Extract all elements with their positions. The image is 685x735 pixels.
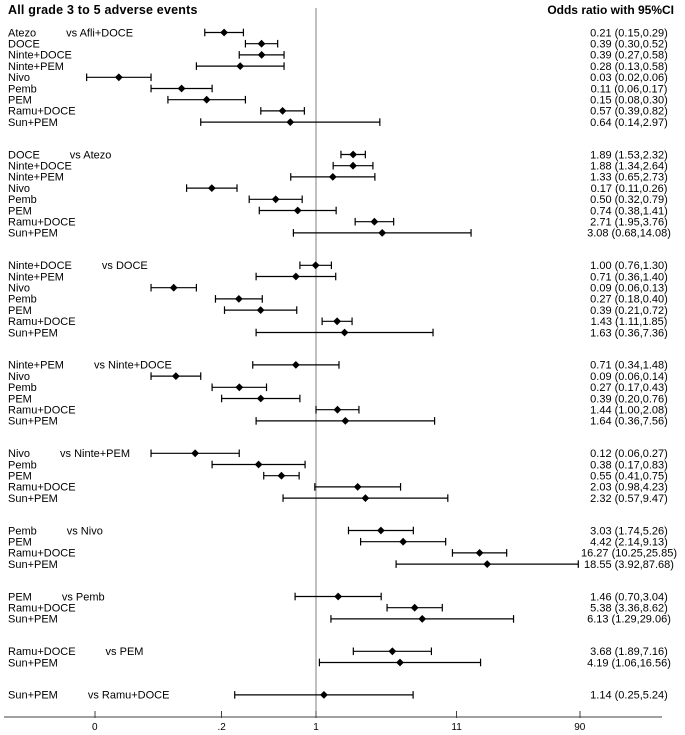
forest-row — [8, 548, 677, 560]
treatment-name: Ramu+DOCE — [8, 404, 76, 417]
or-diamond — [257, 306, 265, 314]
or-diamond — [377, 527, 385, 535]
forest-row — [8, 260, 668, 272]
or-value-label: 0.17 (0.11,0.26) — [590, 182, 668, 195]
forest-row — [8, 591, 668, 603]
treatment-label — [8, 657, 58, 669]
forest-row — [8, 405, 668, 417]
or-value-label: 1.88 (1.34,2.64) — [590, 160, 668, 173]
treatment-label — [8, 61, 64, 73]
treatment-label — [8, 95, 32, 107]
or-value-label: 1.43 (1.11,1.85) — [590, 316, 668, 329]
forest-row — [8, 482, 668, 494]
or-value-label: 1.64 (0.36,7.56) — [590, 415, 668, 428]
or-value-label: 0.74 (0.38,1.41) — [590, 205, 668, 218]
or-diamond — [334, 593, 342, 601]
odds-ratio-column-header: Odds ratio with 95%CI — [547, 3, 674, 17]
treatment-name: Ninte+PEM — [8, 171, 64, 184]
treatment-name: Sun+PEM — [8, 689, 58, 702]
comparison-label: vs Atezo — [69, 149, 112, 162]
treatment-name: Atezo — [8, 27, 37, 40]
treatment-name: Ramu+DOCE — [8, 547, 76, 560]
or-value-label: 0.03 (0.02,0.06) — [590, 72, 668, 85]
or-diamond — [320, 691, 328, 699]
or-diamond — [115, 73, 123, 81]
or-value-label: 18.55 (3.92,87.68) — [584, 558, 674, 571]
treatment-label — [8, 205, 32, 217]
treatment-name: Ninte+PEM — [8, 60, 64, 73]
or-diamond — [292, 361, 300, 369]
treatment-name: PEM — [8, 536, 32, 549]
treatment-name: PEM — [8, 205, 32, 218]
x-tick-label: 11 — [451, 722, 462, 733]
x-tick-label: 1 — [313, 722, 319, 733]
forest-row — [8, 39, 668, 51]
treatment-name: Ramu+DOCE — [8, 602, 76, 615]
forest-row — [8, 271, 668, 283]
forest-row — [8, 603, 668, 615]
treatment-name: Ramu+DOCE — [8, 481, 76, 494]
forest-row — [8, 459, 668, 471]
treatment-label — [8, 548, 76, 560]
treatment-name: Sun+PEM — [8, 227, 58, 240]
or-value-label: 0.11 (0.06,0.17) — [590, 83, 668, 96]
forest-row — [8, 27, 668, 39]
comparison-label: vs Ninte+PEM — [60, 448, 131, 461]
forest-row — [8, 316, 667, 328]
treatment-name: Pemb — [8, 459, 37, 472]
or-diamond — [388, 647, 396, 655]
or-value-label: 0.09 (0.06,0.14) — [590, 370, 668, 383]
or-diamond — [399, 538, 407, 546]
forest-row — [8, 646, 668, 658]
treatment-label — [8, 39, 40, 51]
or-diamond — [235, 383, 243, 391]
forest-row — [8, 537, 668, 549]
or-diamond — [329, 173, 337, 181]
or-diamond — [334, 406, 342, 414]
x-tick-label: .2 — [217, 722, 226, 733]
forest-row — [8, 305, 668, 317]
or-value-label: 2.03 (0.98,4.23) — [590, 481, 668, 494]
or-diamond — [172, 372, 180, 380]
treatment-label — [8, 360, 172, 372]
or-value-label: 1.14 (0.25,5.24) — [590, 689, 668, 702]
treatment-label — [8, 603, 76, 615]
forest-row — [8, 194, 668, 206]
or-value-label: 16.27 (10.25,25.85) — [580, 547, 678, 560]
chart-title: All grade 3 to 5 adverse events — [8, 3, 198, 17]
forest-row — [8, 493, 668, 505]
treatment-label — [8, 591, 105, 603]
or-diamond — [411, 604, 419, 612]
forest-row — [8, 393, 668, 405]
or-value-label: 1.44 (1.00,2.08) — [590, 404, 668, 417]
forest-row — [8, 382, 668, 394]
treatment-name: Nivo — [8, 282, 31, 295]
treatment-name: Nivo — [8, 72, 31, 85]
or-value-label: 0.39 (0.21,0.72) — [590, 304, 668, 317]
or-value-label: 0.39 (0.27,0.58) — [590, 49, 668, 62]
treatment-name: Pemb — [8, 382, 37, 395]
or-value-label: 2.32 (0.57,9.47) — [590, 492, 668, 505]
comparison-label: vs DOCE — [101, 260, 148, 273]
or-diamond — [483, 560, 491, 568]
comparison-label: vs Ninte+DOCE — [93, 359, 172, 372]
or-diamond — [476, 549, 484, 557]
treatment-name: PEM — [8, 304, 32, 317]
or-value-label: 0.64 (0.14,2.97) — [590, 116, 668, 129]
treatment-name: Ramu+DOCE — [8, 646, 76, 659]
treatment-label — [8, 393, 32, 405]
treatment-name: Nivo — [8, 370, 31, 383]
forest-row — [8, 205, 668, 217]
forest-row — [8, 72, 668, 84]
or-diamond — [292, 273, 300, 281]
or-value-label: 1.63 (0.36,7.36) — [590, 327, 668, 340]
forest-row — [8, 559, 674, 571]
or-diamond — [341, 417, 349, 425]
or-value-label: 1.33 (0.65,2.73) — [590, 171, 668, 184]
treatment-name: Ramu+DOCE — [8, 216, 76, 229]
or-value-label: 1.89 (1.53,2.32) — [590, 149, 668, 162]
treatment-label — [8, 271, 64, 283]
treatment-label — [8, 537, 32, 549]
forest-row — [8, 83, 667, 95]
forest-row — [8, 294, 668, 306]
or-diamond — [371, 218, 379, 226]
or-diamond — [333, 317, 341, 325]
treatment-name: Sun+PEM — [8, 657, 58, 670]
treatment-name: Sun+PEM — [8, 558, 58, 571]
or-value-label: 3.03 (1.74,5.26) — [590, 525, 668, 538]
forest-row — [8, 161, 668, 173]
or-value-label: 0.28 (0.13,0.58) — [590, 60, 668, 73]
treatment-label — [8, 316, 76, 328]
treatment-label — [8, 525, 103, 537]
x-tick-label: 0 — [92, 722, 98, 733]
or-diamond — [258, 51, 266, 59]
forest-row — [8, 106, 668, 118]
forest-row — [8, 228, 671, 240]
treatment-name: Sun+PEM — [8, 116, 58, 129]
treatment-name: Ninte+DOCE — [8, 260, 72, 273]
treatment-label — [8, 217, 76, 229]
treatment-name: PEM — [8, 94, 32, 107]
treatment-label — [8, 149, 111, 161]
forest-row — [8, 217, 668, 229]
treatment-label — [8, 172, 64, 184]
treatment-label — [8, 382, 37, 394]
or-diamond — [258, 40, 266, 48]
forest-row — [8, 360, 668, 372]
forest-row — [8, 657, 671, 669]
treatment-name: Ninte+DOCE — [8, 160, 72, 173]
or-diamond — [255, 461, 263, 469]
or-diamond — [208, 184, 216, 192]
or-diamond — [279, 107, 287, 115]
or-value-label: 0.21 (0.15,0.29) — [590, 27, 668, 40]
forest-row — [8, 50, 668, 62]
treatment-label — [8, 194, 37, 206]
or-value-label: 0.09 (0.06,0.13) — [590, 282, 668, 295]
treatment-name: Ninte+DOCE — [8, 49, 72, 62]
treatment-name: Nivo — [8, 182, 31, 195]
forest-row — [8, 172, 668, 184]
treatment-name: DOCE — [8, 149, 40, 162]
or-diamond — [286, 118, 294, 126]
forest-row — [8, 525, 668, 537]
treatment-label — [8, 327, 58, 339]
treatment-label — [8, 448, 130, 460]
treatment-label — [8, 471, 32, 483]
treatment-name: Sun+PEM — [8, 415, 58, 428]
or-diamond — [396, 659, 404, 667]
treatment-label — [8, 614, 58, 626]
treatment-name: DOCE — [8, 38, 40, 51]
or-value-label: 0.27 (0.17,0.43) — [590, 382, 668, 395]
forest-row — [8, 117, 668, 129]
or-value-label: 0.39 (0.30,0.52) — [590, 38, 668, 51]
or-value-label: 0.71 (0.36,1.40) — [590, 271, 668, 284]
treatment-label — [8, 27, 133, 39]
comparison-label: vs Nivo — [66, 525, 103, 538]
forest-row — [8, 327, 668, 339]
or-value-label: 0.55 (0.41,0.75) — [590, 470, 668, 483]
treatment-label — [8, 83, 37, 95]
or-value-label: 0.27 (0.18,0.40) — [590, 293, 668, 306]
forest-row — [8, 95, 668, 107]
or-diamond — [257, 395, 265, 403]
treatment-name: Ramu+DOCE — [8, 105, 76, 118]
or-diamond — [349, 162, 357, 170]
comparison-label: vs Pemb — [61, 591, 105, 604]
or-value-label: 4.19 (1.06,16.56) — [587, 657, 671, 670]
treatment-name: Ninte+PEM — [8, 359, 64, 372]
treatment-name: Sun+PEM — [8, 492, 58, 505]
treatment-name: Pemb — [8, 293, 37, 306]
treatment-label — [8, 416, 58, 428]
forest-row — [8, 614, 671, 626]
or-value-label: 0.39 (0.20,0.76) — [590, 393, 668, 406]
forest-row — [8, 690, 668, 702]
or-value-label: 0.38 (0.17,0.83) — [590, 459, 668, 472]
treatment-name: Sun+PEM — [8, 327, 58, 340]
treatment-name: Sun+PEM — [8, 613, 58, 626]
treatment-label — [8, 305, 32, 317]
or-diamond — [278, 472, 286, 480]
or-diamond — [312, 261, 320, 269]
treatment-label — [8, 283, 30, 295]
or-diamond — [178, 85, 186, 93]
treatment-label — [8, 260, 148, 272]
treatment-label — [8, 117, 58, 129]
treatment-label — [8, 690, 169, 702]
or-diamond — [378, 229, 386, 237]
or-diamond — [294, 207, 302, 215]
treatment-label — [8, 161, 72, 173]
or-diamond — [191, 449, 199, 457]
or-diamond — [272, 195, 280, 203]
or-value-label: 4.42 (2.14,9.13) — [590, 536, 668, 549]
forest-row — [8, 371, 668, 383]
or-value-label: 0.71 (0.34,1.48) — [590, 359, 668, 372]
treatment-label — [8, 228, 58, 240]
forest-row — [8, 283, 668, 295]
treatment-name: Pemb — [8, 525, 37, 538]
or-diamond — [170, 284, 178, 292]
or-diamond — [341, 329, 349, 337]
forest-row — [8, 183, 667, 195]
treatment-label — [8, 405, 76, 417]
comparison-label: vs Afli+DOCE — [66, 27, 134, 40]
or-value-label: 1.00 (0.76,1.30) — [590, 260, 668, 273]
or-value-label: 6.13 (1.29,29.06) — [587, 613, 671, 626]
or-value-label: 3.68 (1.89,7.16) — [590, 646, 668, 659]
or-diamond — [220, 29, 228, 37]
treatment-label — [8, 294, 37, 306]
or-value-label: 0.15 (0.08,0.30) — [590, 94, 668, 107]
or-diamond — [418, 615, 426, 623]
or-diamond — [236, 62, 244, 70]
treatment-name: Nivo — [8, 448, 31, 461]
treatment-label — [8, 559, 58, 571]
forest-row — [8, 471, 668, 483]
or-diamond — [354, 483, 362, 491]
x-tick-label: 90 — [574, 722, 586, 733]
treatment-name: Ramu+DOCE — [8, 316, 76, 329]
forest-row — [8, 149, 668, 161]
or-value-label: 0.12 (0.06,0.27) — [590, 448, 668, 461]
treatment-name: PEM — [8, 470, 32, 483]
or-value-label: 5.38 (3.36,8.62) — [590, 602, 668, 615]
comparison-label: vs Ramu+DOCE — [87, 689, 170, 702]
or-diamond — [203, 96, 211, 104]
treatment-name: PEM — [8, 393, 32, 406]
treatment-label — [8, 72, 30, 84]
treatment-name: PEM — [8, 591, 32, 604]
treatment-name: Pemb — [8, 83, 37, 96]
or-diamond — [349, 151, 357, 159]
treatment-label — [8, 646, 143, 658]
treatment-label — [8, 459, 37, 471]
treatment-label — [8, 371, 30, 383]
treatment-label — [8, 183, 30, 195]
forest-row — [8, 448, 668, 460]
or-diamond — [235, 295, 243, 303]
treatment-label — [8, 50, 72, 62]
forest-row — [8, 416, 668, 428]
or-value-label: 2.71 (1.95,3.76) — [590, 216, 668, 229]
or-value-label: 0.57 (0.39,0.82) — [590, 105, 668, 118]
treatment-label — [8, 493, 58, 505]
forest-row — [8, 61, 668, 73]
or-value-label: 3.08 (0.68,14.08) — [587, 227, 671, 240]
comparison-label: vs PEM — [105, 646, 144, 659]
or-diamond — [362, 494, 370, 502]
treatment-name: Ninte+PEM — [8, 271, 64, 284]
treatment-name: Pemb — [8, 194, 37, 207]
treatment-label — [8, 482, 76, 494]
treatment-label — [8, 106, 76, 118]
or-value-label: 0.50 (0.32,0.79) — [590, 194, 668, 207]
or-value-label: 1.46 (0.70,3.04) — [590, 591, 668, 604]
